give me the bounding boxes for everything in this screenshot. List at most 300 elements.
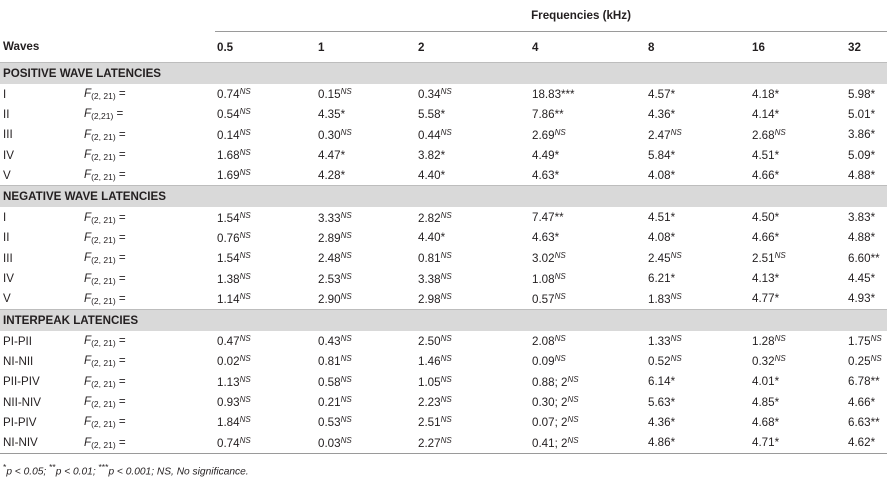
f-value: 0.02 — [217, 355, 240, 369]
value-cell — [215, 331, 316, 351]
f-value: 4.08* — [648, 168, 676, 182]
degrees-of-freedom: (2, 21) — [91, 338, 116, 349]
value-cell — [316, 104, 416, 124]
significance-marker: NS — [554, 354, 566, 364]
f-value: 1.83 — [648, 292, 671, 306]
value-cell — [416, 331, 530, 351]
f-value: 0.09 — [532, 355, 555, 369]
f-value: 1.05 — [418, 375, 441, 389]
f-value: 0.41; 2 — [532, 436, 568, 450]
degrees-of-freedom: (2, 21) — [91, 419, 116, 430]
section-title: INTERPEAK LATENCIES — [0, 309, 887, 331]
value-cell — [646, 145, 750, 165]
value-cell — [646, 207, 750, 227]
table-row — [0, 268, 887, 288]
f-symbol: F — [84, 291, 92, 305]
header-row-top — [0, 0, 887, 32]
f-value: 4.63* — [532, 231, 560, 245]
f-value: 2.47 — [648, 128, 671, 142]
value-cell — [215, 145, 316, 165]
value-cell — [646, 392, 750, 412]
f-value: 2.90 — [318, 292, 341, 306]
table-row — [0, 372, 887, 392]
value-cell — [215, 392, 316, 412]
significance-marker: NS — [239, 435, 251, 445]
degrees-of-freedom: (2, 21) — [91, 91, 116, 102]
significance-marker: NS — [670, 291, 682, 301]
degrees-of-freedom: (2, 21) — [91, 378, 116, 389]
value-cell — [530, 289, 646, 310]
f-symbol: F — [84, 230, 92, 244]
table-row — [0, 351, 887, 371]
significance-marker: NS — [239, 230, 251, 240]
significance-marker: NS — [440, 210, 452, 220]
value-cell — [316, 289, 416, 310]
wave-label: NI-NIV — [3, 436, 38, 450]
f-value: 2.08 — [532, 335, 555, 349]
f-value: 4.68* — [752, 415, 780, 429]
value-cell — [530, 372, 646, 392]
f-value: 2.48 — [318, 252, 341, 266]
value-cell — [846, 392, 887, 412]
value-cell — [416, 289, 530, 310]
f-value: 0.43 — [318, 335, 341, 349]
f-value: 0.81 — [318, 355, 341, 369]
f-value: 2.98 — [418, 292, 441, 306]
value-cell — [530, 392, 646, 412]
section-header — [0, 309, 887, 331]
f-value: 4.18* — [752, 87, 780, 101]
f-statistic-label: $F_{(2, 21)}$ = — [84, 127, 126, 142]
value-cell — [530, 351, 646, 371]
significance-marker: NS — [239, 107, 251, 117]
value-cell — [646, 412, 750, 432]
f-value: 5.09* — [848, 148, 876, 162]
f-value: 4.51* — [752, 148, 780, 162]
f-value: 0.81 — [418, 252, 441, 266]
col-header-1: 1 — [318, 40, 325, 54]
value-cell — [846, 331, 887, 351]
value-cell — [530, 207, 646, 227]
value-cell — [215, 84, 316, 104]
table-body — [0, 63, 887, 454]
f-value: 1.13 — [217, 375, 240, 389]
f-symbol: F — [84, 148, 92, 162]
value-cell — [215, 432, 316, 453]
degrees-of-freedom: (2, 21) — [91, 172, 116, 183]
value-cell — [646, 268, 750, 288]
value-cell — [846, 372, 887, 392]
significance-marker: NS — [870, 354, 882, 364]
f-symbol: F — [84, 168, 92, 182]
significance-marker: NS — [340, 354, 352, 364]
table-row — [0, 165, 887, 186]
significance-marker: NS — [340, 291, 352, 301]
value-cell — [416, 165, 530, 186]
f-statistic-label: $F_{(2, 21)}$ = — [84, 354, 126, 369]
waves-header: Waves — [3, 40, 40, 54]
f-value: 3.86* — [848, 128, 876, 142]
value-cell — [316, 165, 416, 186]
value-cell — [416, 351, 530, 371]
table-row — [0, 104, 887, 124]
f-value: 1.54 — [217, 211, 240, 225]
value-cell — [530, 104, 646, 124]
f-value: 4.93* — [848, 292, 876, 306]
f-value: 4.08* — [648, 231, 676, 245]
wave-label: PI-PII — [3, 334, 32, 348]
f-value: 0.93 — [217, 396, 240, 409]
value-cell — [846, 84, 887, 104]
f-value: 1.38 — [217, 272, 240, 286]
table-row — [0, 125, 887, 145]
significance-marker: NS — [239, 87, 251, 97]
col-header-2: 2 — [418, 40, 425, 54]
value-cell — [215, 228, 316, 248]
f-value: 4.77* — [752, 292, 780, 306]
significance-marker: NS — [567, 374, 579, 384]
table-row — [0, 248, 887, 268]
f-statistic-label: $F_{(2, 21)}$ = — [84, 415, 126, 430]
f-value: 0.76 — [217, 231, 240, 245]
value-cell — [530, 331, 646, 351]
f-value: 0.47 — [217, 335, 240, 349]
f-value: 7.86** — [532, 107, 564, 121]
f-value: 3.83* — [848, 211, 876, 225]
wave-label: NII-NIV — [3, 395, 42, 409]
f-value: 2.51 — [418, 416, 441, 430]
f-value: 4.86* — [648, 436, 676, 450]
f-value: 4.36* — [648, 415, 676, 429]
f-value: 2.45 — [648, 252, 671, 266]
f-value: 4.66* — [752, 168, 780, 182]
value-cell — [750, 268, 846, 288]
footnote-p1: p < 0.05; — [6, 466, 47, 478]
significance-marker: NS — [239, 210, 251, 220]
value-cell — [316, 351, 416, 371]
f-value: 4.49* — [532, 148, 560, 162]
f-value: 18.83*** — [532, 87, 575, 101]
significance-marker: NS — [239, 334, 251, 344]
significance-marker: NS — [567, 415, 579, 425]
value-cell — [416, 125, 530, 145]
significance-marker: NS — [340, 415, 352, 425]
f-statistic-label: $F_{(2, 21)}$ = — [84, 271, 126, 286]
significance-marker: NS — [554, 271, 566, 281]
wave-label: IV — [3, 148, 14, 162]
f-value: 0.52 — [648, 355, 671, 369]
value-cell — [750, 412, 846, 432]
degrees-of-freedom: (2, 21) — [91, 214, 116, 225]
value-cell — [846, 125, 887, 145]
significance-marker: NS — [239, 127, 251, 137]
significance-marker: NS — [670, 127, 682, 137]
value-cell — [750, 207, 846, 227]
significance-marker: NS — [340, 87, 352, 97]
significance-marker: NS — [670, 354, 682, 364]
f-statistic-label: $F_{(2, 21)}$ = — [84, 168, 126, 183]
col-header-4: 4 — [532, 40, 539, 54]
value-cell — [750, 228, 846, 248]
significance-marker: NS — [440, 395, 452, 404]
value-cell — [646, 432, 750, 453]
f-value: 0.25 — [848, 355, 871, 369]
f-statistic-label: $F_{(2, 21)}$ = — [84, 251, 126, 266]
value-cell — [416, 104, 530, 124]
section-title: POSITIVE WAVE LATENCIES — [0, 63, 887, 85]
section-title: NEGATIVE WAVE LATENCIES — [0, 186, 887, 208]
value-cell — [215, 248, 316, 268]
f-value: 5.01* — [848, 107, 876, 121]
f-value: 1.54 — [217, 252, 240, 266]
significance-marker: NS — [554, 334, 566, 344]
significance-marker: NS — [340, 230, 352, 240]
significance-marker: NS — [774, 127, 786, 137]
f-statistic-label: $F_{(2, 21)}$ = — [84, 334, 126, 349]
f-value: 4.13* — [752, 272, 780, 286]
f-value: 2.82 — [418, 211, 441, 225]
f-value: 2.53 — [318, 272, 341, 286]
significance-marker: NS — [774, 334, 786, 344]
significance-marker: NS — [239, 148, 251, 158]
value-cell — [416, 228, 530, 248]
significance-marker: NS — [239, 374, 251, 384]
value-cell — [530, 268, 646, 288]
value-cell — [646, 351, 750, 371]
value-cell — [316, 125, 416, 145]
f-value: 0.88; 2 — [532, 375, 568, 389]
f-value: 0.58 — [318, 375, 341, 389]
value-cell — [530, 432, 646, 453]
value-cell — [646, 331, 750, 351]
significance-marker: NS — [774, 251, 786, 261]
f-value: 3.02 — [532, 252, 555, 266]
section-header — [0, 63, 887, 85]
f-value: 7.47** — [532, 211, 564, 225]
f-value: 0.14 — [217, 128, 240, 142]
value-cell — [215, 207, 316, 227]
table-row — [0, 145, 887, 165]
f-value: 0.74 — [217, 436, 240, 450]
table-row — [0, 289, 887, 310]
f-value: 4.63* — [532, 168, 560, 182]
value-cell — [215, 289, 316, 310]
value-cell — [750, 331, 846, 351]
f-value: 4.35* — [318, 107, 346, 121]
value-cell — [416, 412, 530, 432]
wave-label: II — [3, 231, 10, 245]
f-value: 0.21 — [318, 396, 341, 409]
degrees-of-freedom: (2, 21) — [91, 131, 116, 142]
f-value: 5.63* — [648, 395, 676, 409]
f-value: 2.27 — [418, 436, 441, 450]
value-cell — [316, 412, 416, 432]
f-value: 4.88* — [848, 168, 876, 182]
value-cell — [215, 125, 316, 145]
value-cell — [416, 392, 530, 412]
f-symbol: F — [84, 107, 92, 121]
value-cell — [846, 228, 887, 248]
value-cell — [846, 248, 887, 268]
footnote: *p < 0.05; **p < 0.01; ***p < 0.001; NS, No significance. — [3, 462, 249, 478]
f-value: 4.50* — [752, 211, 780, 225]
value-cell — [416, 372, 530, 392]
table-row — [0, 228, 887, 248]
significance-marker: NS — [239, 354, 251, 364]
degrees-of-freedom: (2, 21) — [91, 152, 116, 163]
f-statistic-label: $F_{(2, 21)}$ = — [84, 230, 126, 245]
significance-marker: NS — [567, 435, 579, 445]
significance-marker: NS — [340, 334, 352, 344]
significance-marker: NS — [440, 415, 452, 425]
f-symbol: F — [84, 395, 92, 408]
f-value: 4.45* — [848, 272, 876, 286]
table-row — [0, 392, 887, 412]
value-cell — [750, 372, 846, 392]
f-value: 4.01* — [752, 375, 780, 389]
f-statistic-label: $F_{(2,21)}$ = — [84, 107, 124, 122]
header-row-columns — [0, 32, 887, 63]
wave-label: NI-NII — [3, 354, 34, 368]
significance-marker: NS — [670, 334, 682, 344]
value-cell — [416, 84, 530, 104]
f-value: 0.15 — [318, 88, 341, 102]
value-cell — [750, 145, 846, 165]
value-cell — [316, 145, 416, 165]
f-value: 4.62* — [848, 436, 876, 450]
value-cell — [750, 351, 846, 371]
f-value: 3.82* — [418, 148, 446, 162]
value-cell — [646, 228, 750, 248]
f-value: 2.51 — [752, 252, 775, 266]
f-value: 4.40* — [418, 168, 446, 182]
value-cell — [416, 248, 530, 268]
f-value: 6.63** — [848, 415, 880, 429]
f-symbol: F — [84, 334, 92, 348]
value-cell — [846, 268, 887, 288]
value-cell — [215, 372, 316, 392]
f-value: 4.40* — [418, 231, 446, 245]
value-cell — [646, 289, 750, 310]
f-value: 4.57* — [648, 87, 676, 101]
f-value: 0.53 — [318, 416, 341, 430]
wave-label: PII-PIV — [3, 375, 40, 389]
value-cell — [846, 207, 887, 227]
f-value: 0.57 — [532, 292, 555, 306]
f-statistic-label: $F_{(2, 21)}$ = — [84, 395, 126, 409]
f-value: 3.38 — [418, 272, 441, 286]
f-statistic-label: $F_{(2, 21)}$ = — [84, 148, 126, 163]
f-value: 4.66* — [848, 395, 876, 409]
f-value: 4.51* — [648, 211, 676, 225]
value-cell — [646, 84, 750, 104]
value-cell — [316, 432, 416, 453]
significance-marker: NS — [440, 127, 452, 137]
value-cell — [530, 165, 646, 186]
f-value: 4.71* — [752, 436, 780, 450]
value-cell — [846, 351, 887, 371]
significance-marker: NS — [340, 435, 352, 445]
value-cell — [530, 84, 646, 104]
f-symbol: F — [84, 127, 92, 141]
f-value: 0.07; 2 — [532, 416, 568, 430]
f-value: 1.68 — [217, 149, 240, 163]
f-value: 2.23 — [418, 396, 441, 409]
wave-label: III — [3, 128, 13, 142]
f-value: 2.69 — [532, 128, 555, 142]
f-value: 4.36* — [648, 107, 676, 121]
significance-marker: NS — [340, 251, 352, 261]
value-cell — [846, 145, 887, 165]
significance-marker: NS — [239, 168, 251, 178]
f-value: 2.50 — [418, 335, 441, 349]
col-header-0-5: 0.5 — [217, 40, 234, 54]
col-header-8: 8 — [648, 40, 655, 54]
value-cell — [750, 248, 846, 268]
significance-marker: NS — [554, 251, 566, 261]
value-cell — [750, 432, 846, 453]
f-value: 1.33 — [648, 335, 671, 349]
significance-marker: NS — [440, 435, 452, 445]
f-value: 4.66* — [752, 231, 780, 245]
value-cell — [316, 207, 416, 227]
f-value: 2.68 — [752, 128, 775, 142]
wave-label: IV — [3, 272, 14, 286]
wave-label: PI-PIV — [3, 415, 37, 429]
value-cell — [316, 392, 416, 412]
f-value: 4.85* — [752, 395, 780, 409]
significance-marker: NS — [440, 251, 452, 261]
footnote-p3: p < 0.001; — [108, 466, 155, 478]
significance-marker: NS — [340, 127, 352, 137]
value-cell — [530, 248, 646, 268]
significance-marker: NS — [239, 271, 251, 281]
value-cell — [215, 268, 316, 288]
wave-label: III — [3, 251, 13, 265]
wave-label: V — [3, 292, 11, 306]
value-cell — [646, 104, 750, 124]
wave-label: I — [3, 87, 7, 101]
significance-marker: NS — [440, 374, 452, 384]
value-cell — [846, 289, 887, 310]
f-symbol: F — [84, 87, 92, 101]
value-cell — [530, 412, 646, 432]
value-cell — [646, 165, 750, 186]
value-cell — [750, 125, 846, 145]
col-header-16: 16 — [752, 40, 765, 54]
f-statistic-label: $F_{(2, 21)}$ = — [84, 435, 126, 450]
value-cell — [215, 351, 316, 371]
f-symbol: F — [84, 210, 92, 224]
significance-marker: NS — [440, 291, 452, 301]
significance-marker: NS — [440, 334, 452, 344]
degrees-of-freedom: (2, 21) — [91, 358, 116, 369]
degrees-of-freedom: (2, 21) — [91, 234, 116, 245]
col-header-32: 32 — [848, 40, 861, 54]
value-cell — [750, 165, 846, 186]
value-cell — [316, 268, 416, 288]
value-cell — [750, 392, 846, 412]
f-value: 4.14* — [752, 107, 780, 121]
f-symbol: F — [84, 435, 92, 449]
f-value: 0.32 — [752, 355, 775, 369]
f-value: 2.89 — [318, 231, 341, 245]
footnote-ns: NS, No significance. — [156, 466, 249, 478]
significance-marker: NS — [554, 127, 566, 137]
value-cell — [416, 145, 530, 165]
table-row — [0, 84, 887, 104]
value-cell — [215, 412, 316, 432]
